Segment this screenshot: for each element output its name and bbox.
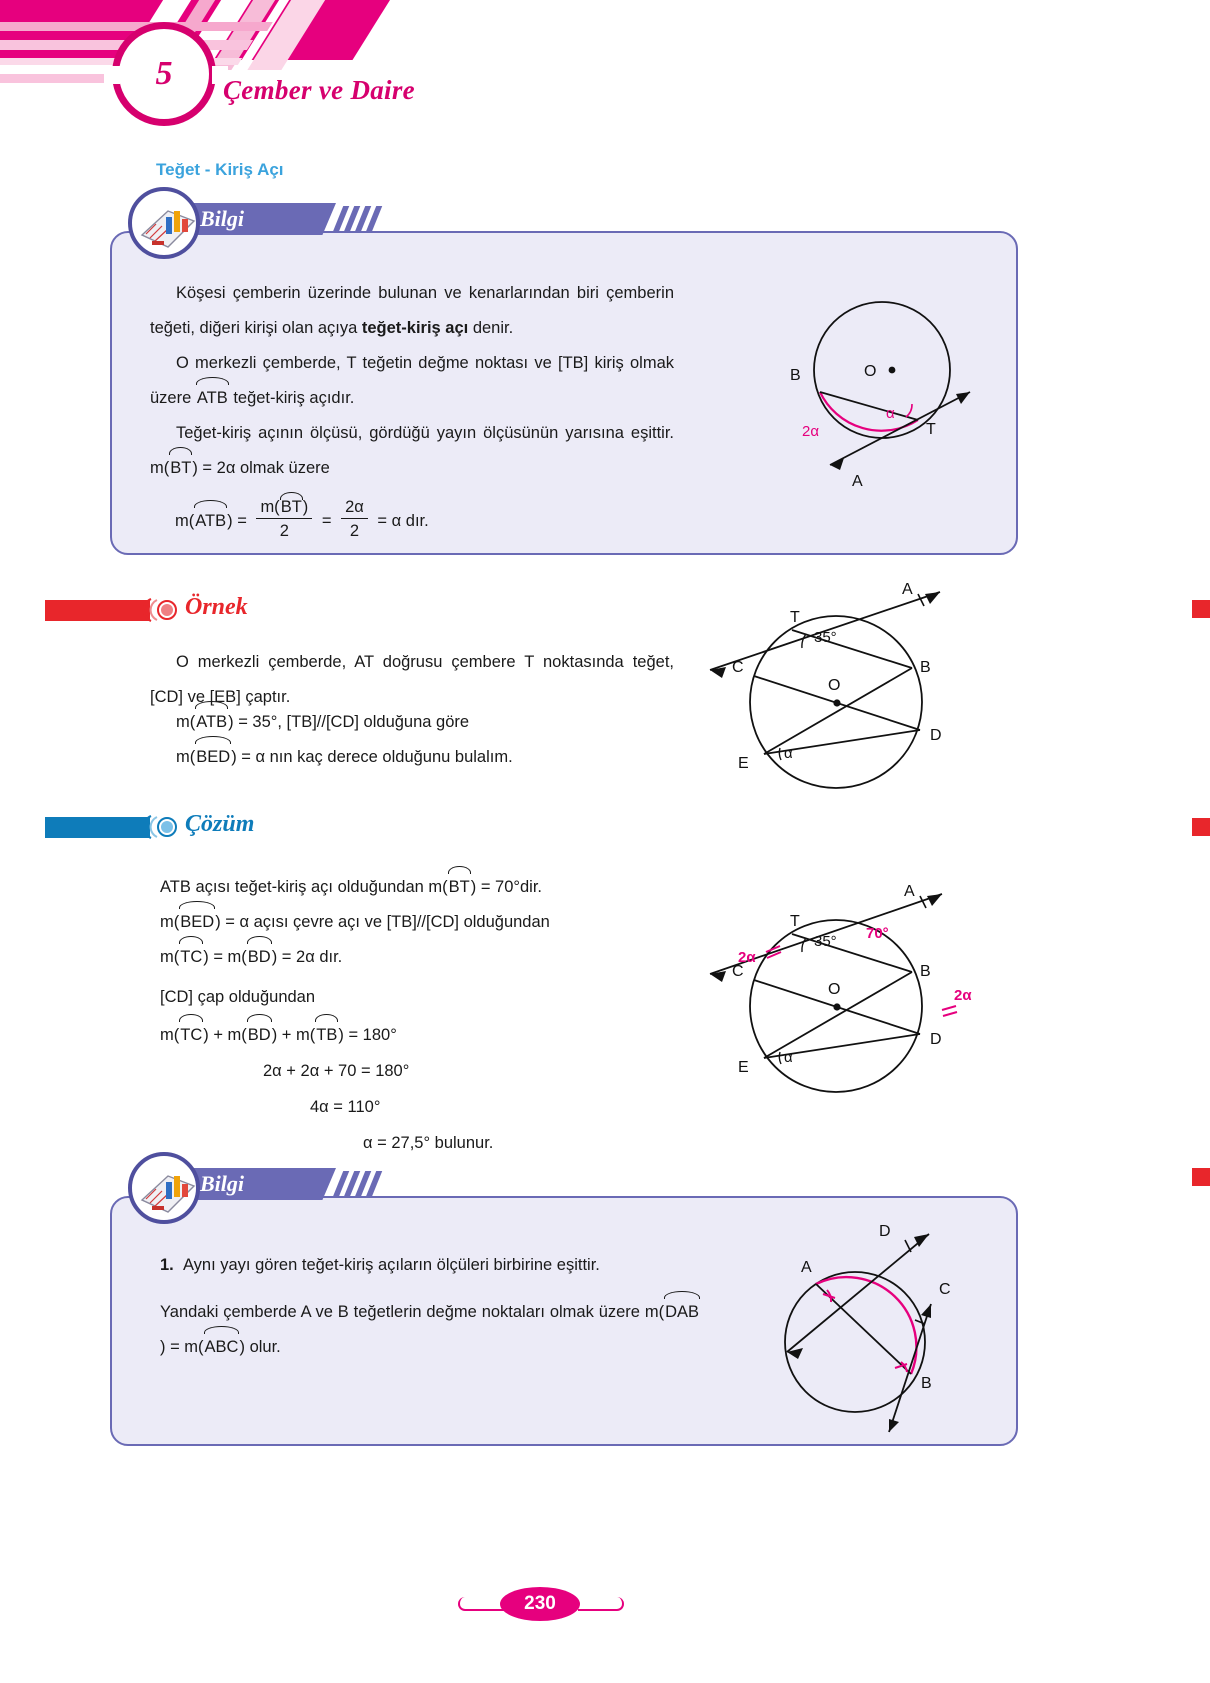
formula-fraction-1 [256,496,312,543]
bilgi1-p1-b: denir. [468,319,514,337]
diagram1-label-A: A [852,473,863,490]
diagram4-label-A: A [801,1259,812,1276]
cozum-l2-b: ) = α açısı çevre açı ve [TB]//[CD] olduğundan [215,913,550,931]
formula-fraction-2-denominator: 2 [341,518,368,543]
diagram3-label-C: C [732,963,744,980]
diagram2-label-E: E [738,755,749,772]
cozum-line-5 [160,1018,397,1053]
diagram3-label-B: B [920,963,931,980]
ornek-l2-b: ) = 35°, [TB]//[CD] olduğuna göre [228,713,470,731]
cozum-ring-icon [143,813,177,841]
side-marker [1192,1168,1210,1186]
diagram3-label-35: 35° [814,933,837,950]
cozum-line-4: [CD] çap olduğundan [160,988,316,1006]
diagram2-label-A: A [902,581,913,598]
formula-fraction-1-numerator [256,496,312,518]
side-marker [1192,600,1210,618]
bilgi2-p2-a: Yandaki çemberde A ve B teğetlerin değme noktaları olmak üzere m( [160,1303,665,1321]
diagram3-label-2alpha-right: 2α [954,987,972,1004]
formula-fraction-2 [341,496,368,543]
formula-fraction-1-denominator: 2 [256,518,312,543]
diagram4-label-C: C [939,1281,951,1298]
ornek-ring-icon [143,596,177,624]
diagram3-label-2alpha-left: 2α [738,949,756,966]
bilgi2-paragraph-2 [160,1295,700,1365]
diagram-ornek [680,572,980,812]
arc-notation-bt: BT [448,870,471,905]
arc-notation-abc: ABC [204,1330,240,1365]
diagram3-label-D: D [930,1031,942,1048]
cozum-l1-a: ATB açısı teğet-kiriş açı olduğundan m( [160,878,448,896]
diagram1-label-B: B [790,367,801,384]
diagram3-label-A: A [904,883,915,900]
diagram2-label-O: O [828,677,841,694]
diagram3-label-alpha: α [784,1049,793,1066]
arc-notation-tc: TC [179,940,203,975]
arc-notation-bed: BED [195,740,231,775]
bilgi2-p2-c: ) olur. [239,1338,281,1356]
ornek-label-row [45,595,345,625]
formula-tail: = α dır. [377,511,429,530]
ornek-l2-a: m( [176,713,196,731]
frac-num-close: ) [302,498,309,516]
diagram2-label-B: B [920,659,931,676]
page-number-wing-left [458,1597,504,1611]
formula-lhs-close: ) = [227,511,247,530]
arc-notation-tc: TC [179,1018,203,1053]
bilgi2-item-text: Aynı yayı gören teğet-kiriş açıların ölçüleri birbirine eşittir. [182,1256,600,1274]
chapter-circle-gap-left [104,66,120,84]
arc-notation-dab: DAB [664,1295,700,1330]
cozum-l5-b: ) + m( [203,1026,247,1044]
cozum-line-1 [160,870,542,905]
ornek-l3-b: ) = α nın kaç derece olduğunu bulalım. [231,748,513,766]
diagram-cozum [680,866,1000,1116]
diagram2-label-35: 35° [814,629,837,646]
ornek-l1: O merkezli çemberde, AT doğrusu çembere T noktasında teğet, [CD] ve [EB] çaptır. [150,653,674,706]
bilgi2-item-1 [160,1248,700,1283]
bilgi1-paragraph-2 [150,346,674,416]
formula-lhs-m: m( [175,511,195,530]
cozum-line-6: 2α + 2α + 70 = 180° [263,1062,410,1080]
diagram4-label-D: D [879,1223,891,1240]
arc-notation-atb: ATB [195,705,228,740]
formula-equals: = [321,511,332,530]
cozum-l3-c: ) = 2α dır. [271,948,343,966]
diagram1-label-2alpha: 2α [802,423,820,440]
side-marker [1192,818,1210,836]
diagram2-label-T: T [790,609,800,626]
diagram3-label-E: E [738,1059,749,1076]
bilgi1-p2-b: teğet-kiriş açıdır. [228,389,355,407]
bilgi1-p1-a: Köşesi çemberin üzerinde bulunan ve kenarlarından biri çemberin teğeti, diğeri kirişi olan açıya [150,284,674,337]
ornek-label: Örnek [185,594,248,620]
cozum-line-3 [160,940,342,975]
diagram1-label-alpha: α [886,405,895,422]
bilgi-tab-label: Bilgi [200,206,245,231]
arc-notation-bed: BED [179,905,215,940]
cozum-l5-c: ) + m( [271,1026,316,1044]
chapter-number: 5 [155,55,173,92]
ornek-l3-a: m( [176,748,196,766]
ornek-bar [45,600,150,621]
chapter-number-badge [112,22,216,126]
bilgi1-p2-a: O merkezli çemberde, T teğetin değme noktası ve [TB] kiriş olmak üzere [150,354,674,407]
cozum-l3-b: ) = m( [203,948,247,966]
diagram3-label-70: 70° [866,925,889,942]
page-number-wing-right [578,1597,624,1611]
arc-notation-bt: BT [169,451,192,486]
cozum-label-row [45,812,345,842]
page-number: 230 [500,1587,580,1621]
arc-notation-atb: ATB [194,504,227,539]
bilgi1-p1-bold: teğet-kiriş açı [361,319,469,337]
arc-notation-bd: BD [247,940,272,975]
diagram4-label-B: B [921,1375,932,1392]
chapter-title: Çember ve Daire [223,75,415,105]
ornek-line-2 [176,705,469,740]
cozum-line-8: α = 27,5° bulunur. [363,1134,494,1152]
frac-num-m: m( [260,498,280,516]
cozum-line-7: 4α = 110° [310,1098,381,1116]
cozum-l5-d: ) = 180° [338,1026,397,1044]
arc-notation-bd: BD [247,1018,272,1053]
diagram2-label-D: D [930,727,942,744]
cozum-l5-a: m( [160,1026,180,1044]
diagram2-label-C: C [732,659,744,676]
arc-notation-atb: ATB [196,381,229,416]
cozum-label: Çözüm [185,811,255,837]
arc-notation-bt: BT [280,498,302,516]
bilgi-chart-icon [128,1152,200,1224]
bilgi2-item-number: 1. [160,1256,174,1274]
cozum-l3-a: m( [160,948,180,966]
cozum-bar [45,817,150,838]
ornek-line-3 [176,740,513,775]
diagram-tangent-chord-basic [760,300,1000,500]
cozum-l2-a: m( [160,913,180,931]
bilgi1-paragraph-3 [150,416,674,486]
diagram1-label-O: O [864,363,877,380]
bilgi1-p3-a: Teğet-kiriş açının ölçüsü, gördüğü yayın ölçüsünün yarısına eşittir. m( [150,424,674,477]
diagram-equal-tangent-chord-angles [735,1212,995,1442]
cozum-l1-b: ) = 70°dir. [470,878,543,896]
diagram1-label-T: T [926,421,936,438]
bilgi1-formula [175,498,429,545]
section-heading: Teğet - Kiriş Açı [156,160,284,179]
bilgi1-paragraph-1 [150,276,674,346]
arc-notation-tb: TB [315,1018,338,1053]
diagram3-label-T: T [790,913,800,930]
page-footer [0,1587,1210,1631]
bilgi-tab-label: Bilgi [200,1171,245,1196]
bilgi2-p2-b: ) = m( [160,1338,204,1356]
cozum-line-2 [160,905,550,940]
formula-fraction-2-numerator: 2α [345,498,364,516]
diagram2-label-alpha: α [784,745,793,762]
diagram3-label-O: O [828,981,841,998]
bilgi-chart-icon [128,187,200,259]
bilgi1-p3-b: ) = 2α olmak üzere [192,459,330,477]
